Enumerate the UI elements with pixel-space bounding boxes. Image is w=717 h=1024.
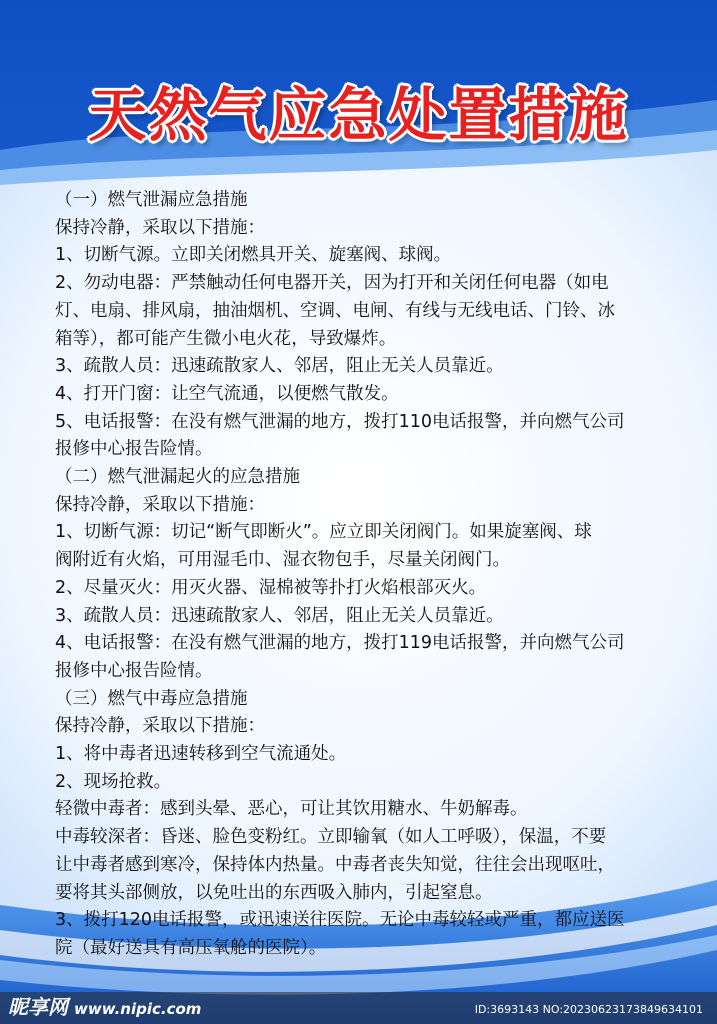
text-line: 3、拨打120电话报警，或迅速送往医院。无论中毒较轻或严重，都应送医 [55, 910, 625, 931]
text-line: 5、电话报警：在没有燃气泄漏的地方，拨打110电话报警，并向燃气公司 [55, 411, 625, 432]
text-line: 保持冷静，采取以下措施： [55, 494, 265, 515]
section-heading-1: （一）燃气泄漏应急措施 [55, 190, 248, 210]
text-line: 3、疏散人员：迅速疏散家人、邻居，阻止无关人员靠近。 [55, 605, 504, 626]
page-title: 天然气应急处置措施 [88, 81, 629, 149]
text-line: 阀附近有火焰，可用湿毛巾、湿衣物包手，尽量关闭阀门。 [55, 550, 510, 571]
site-url: www.nipic.com [74, 1000, 202, 1018]
text-line: 中毒较深者：昏迷、脸色变粉红。立即输氧（如人工呼吸），保温，不要 [55, 827, 607, 848]
text-line: 2、现场抢救。 [55, 771, 172, 792]
text-line: 1、切断气源：切记“断气即断火”。应立即关闭阀门。如果旋塞阀、球 [55, 522, 592, 543]
section-heading-2: （二）燃气泄漏起火的应急措施 [55, 467, 300, 488]
text-line: 4、电话报警：在没有燃气泄漏的地方，拨打119电话报警，并向燃气公司 [55, 633, 625, 654]
text-line: 1、将中毒者迅速转移到空气流通处。 [55, 744, 347, 765]
site-logo [8, 991, 201, 1020]
logo-text: 昵享网 [8, 995, 68, 1019]
text-line: 轻微中毒者：感到头晕、恶心，可让其饮用糖水、牛奶解毒。 [55, 799, 528, 820]
text-line: 报修中心报告险情。 [55, 439, 213, 460]
image-id-text: ID:3693143 NO:20230623173849634101 [474, 1003, 703, 1016]
content-body [55, 187, 667, 963]
watermark-bar [0, 992, 717, 1024]
text-line: 保持冷静，采取以下措施： [55, 716, 265, 737]
text-line: 2、尽量灭火：用灭火器、湿棉被等扑打火焰根部灭火。 [55, 577, 487, 598]
text-line: 保持冷静，采取以下措施： [55, 217, 265, 238]
text-line: 2、勿动电器：严禁触动任何电器开关，因为打开和关闭任何电器（如电 [55, 273, 609, 294]
text-line: 让中毒者感到寒冷，保持体内热量。中毒者丧失知觉，往往会出现呕吐， [55, 854, 615, 875]
text-line: 3、疏散人员：迅速疏散家人、邻居，阻止无关人员靠近。 [55, 356, 504, 377]
text-line: 要将其头部侧放，以免吐出的东西吸入肺内，引起窒息。 [55, 882, 493, 903]
text-line: 院（最好送具有高压氧舱的医院）。 [55, 937, 327, 958]
text-line: 箱等），都可能产生微小电火花，导致爆炸。 [55, 328, 397, 349]
section-heading-3: （三）燃气中毒应急措施 [55, 688, 248, 709]
text-line: 4、打开门窗：让空气流通，以便燃气散发。 [55, 383, 399, 404]
text-line: 报修中心报告险情。 [55, 660, 213, 681]
text-line: 灯、电扇、排风扇，抽油烟机、空调、电闸、有线与无线电话、门铃、冰 [55, 300, 615, 321]
text-line: 1、切断气源。立即关闭燃具开关、旋塞阀、球阀。 [55, 245, 452, 266]
